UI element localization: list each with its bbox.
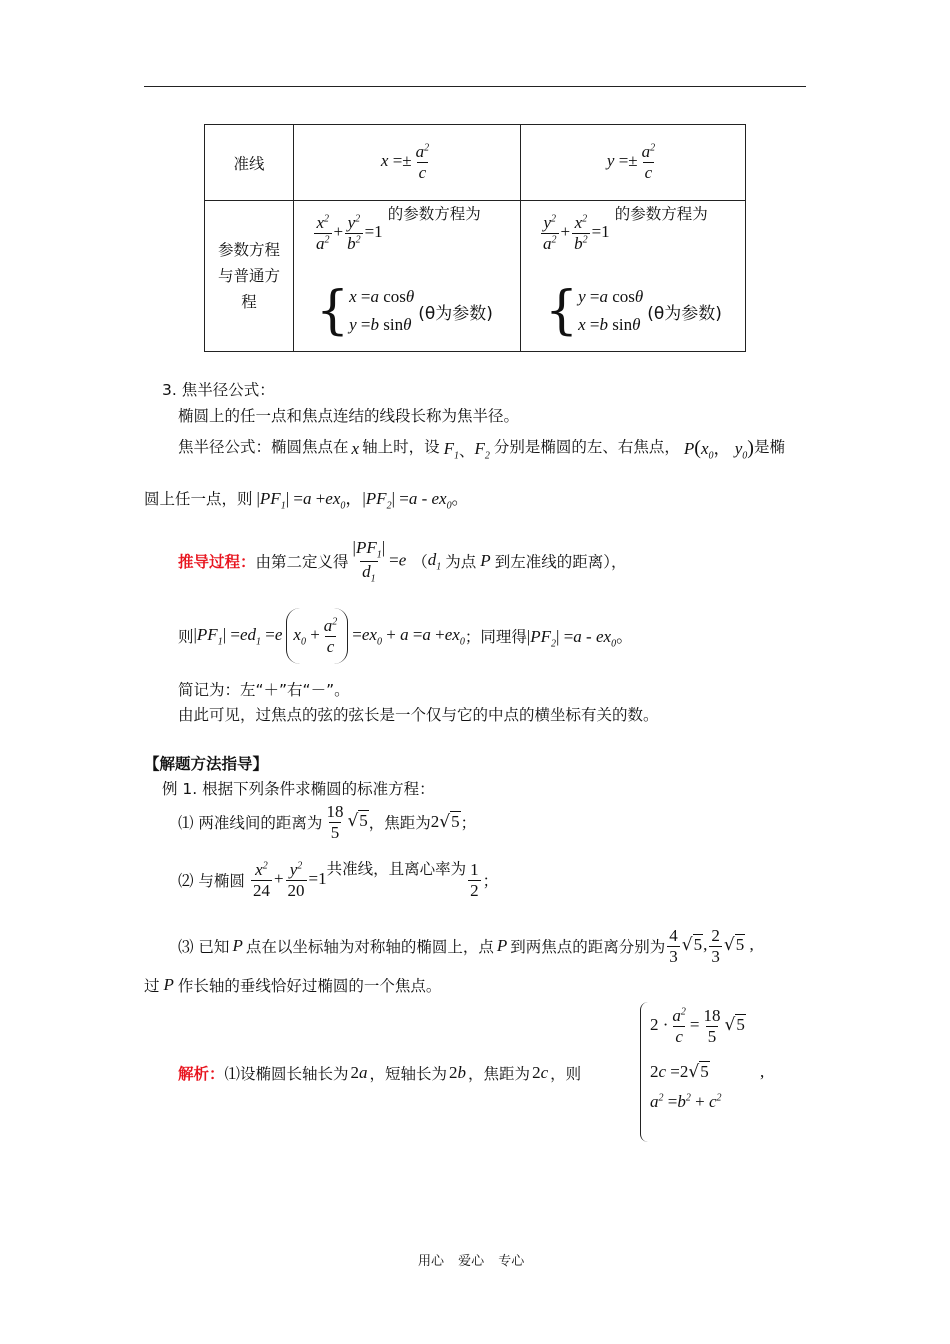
page-footer: 用心 爱心 专心 — [418, 1254, 525, 1269]
system-eq-1: 2 · $\frac{a^2}{c}$ = $\frac{18}{5}$ √5 — [650, 1006, 745, 1046]
param-text: 的参数方程为 — [387, 204, 481, 223]
table-row-label — [205, 125, 294, 201]
example-title: 例 1. 根据下列条件求椭圆的标准方程： — [162, 780, 435, 798]
derivation-label: 推导过程： — [178, 553, 256, 572]
section-title: 3. 焦半径公式： — [162, 381, 275, 399]
derivation-line: 推导过程： 由第二定义得 $\frac{|PF_1|}{d_1}$ =e （ $d_1$ 为点 P 到左准线的距离）， — [178, 538, 627, 585]
table-cell — [294, 125, 521, 201]
table-cell — [294, 201, 521, 352]
question-1: ⑴ 两准线间的距离为 $\frac{18}{5}$ √5 ，焦距为 2√5 ； — [178, 802, 477, 842]
focal-formula-result: 圆上任一点，则 $|PF_1| =a +ex_0$，$|PF_2| =a - ex_0$。 — [144, 489, 469, 512]
system-eq-3: $a^2 =b^2 + c^2$ — [650, 1092, 722, 1111]
ellipse-table — [204, 124, 746, 352]
ellipse-eq-y: $\frac{y^2}{a^2}$ + $\frac{x^2}{b^2}$ =1 — [543, 213, 610, 253]
directrix-formula-x: x =± $\frac{a^2}{c}$ — [380, 142, 430, 182]
directrix-formula-y: y =± $\frac{a^2}{c}$ — [606, 142, 656, 182]
table-cell — [521, 201, 746, 352]
system-eq-2: 2c =2√5 — [650, 1062, 709, 1082]
param-label: 参数方程与普通方程 — [217, 241, 280, 311]
solution-label: 解析： — [178, 1065, 225, 1083]
param-text: 的参数方程为 — [614, 204, 708, 223]
table-row-label — [205, 201, 294, 352]
focal-formula-line: 焦半径公式：椭圆焦点在 x 轴上时，设 $F_1$ 、 $F_2$ 分别是椭圆的左、右焦点， $P(x_0$， $y_0$) 是椭 — [178, 437, 785, 462]
table-cell — [521, 125, 746, 201]
header-rule — [144, 86, 806, 87]
memo-line: 简记为：左“＋”右“－”。 — [178, 681, 350, 699]
conclusion-line: 由此可见，过焦点的弦的弦长是一个仅与它的中点的横坐标有关的数。 — [178, 706, 659, 724]
solution-line: 解析： ⑴设椭圆长轴长为 2a ，短轴长为 2b ，焦距为 2c ，则 — [178, 1063, 582, 1083]
derivation-steps: 则 $|PF_1| =ed_1 =e$ $x_0$ + $\frac{a^2}{c}$ $=ex_0 + a =a +ex_0$ ；同理得 $|PF_2| =a - ex_0$。 — [178, 608, 633, 664]
question-3: ⑶ 已知 P 点在以坐标轴为对称轴的椭圆上，点 P 到两焦点的距离分别为 $\frac{4}{3}$ √5, $\frac{2}{3}$ √5 , — [178, 926, 754, 966]
focal-radius-definition: 椭圆上的任一点和焦点连结的线段长称为焦半径。 — [178, 407, 520, 425]
directrix-label: 准线 — [233, 154, 265, 173]
question-2: ⑵ 与椭圆 $\frac{x^2}{24}$ + $\frac{y^2}{20}$ =1 共准线，且离心率为 $\frac{1}{2}$ ； — [178, 860, 499, 900]
system-comma: , — [760, 1062, 765, 1081]
question-3-cont: 过 P 作长轴的垂线恰好过椭圆的一个焦点。 — [144, 975, 442, 995]
param-system-y: { y =a cosθ x =b sinθ (θ为参数) — [545, 281, 722, 341]
ellipse-eq-x: $\frac{x^2}{a^2}$ + $\frac{y^2}{b^2}$ =1 — [316, 213, 383, 253]
method-heading: 【解题方法指导】 — [144, 755, 269, 773]
param-system-x: { x =a cosθ y =b sinθ (θ为参数) — [316, 281, 493, 341]
